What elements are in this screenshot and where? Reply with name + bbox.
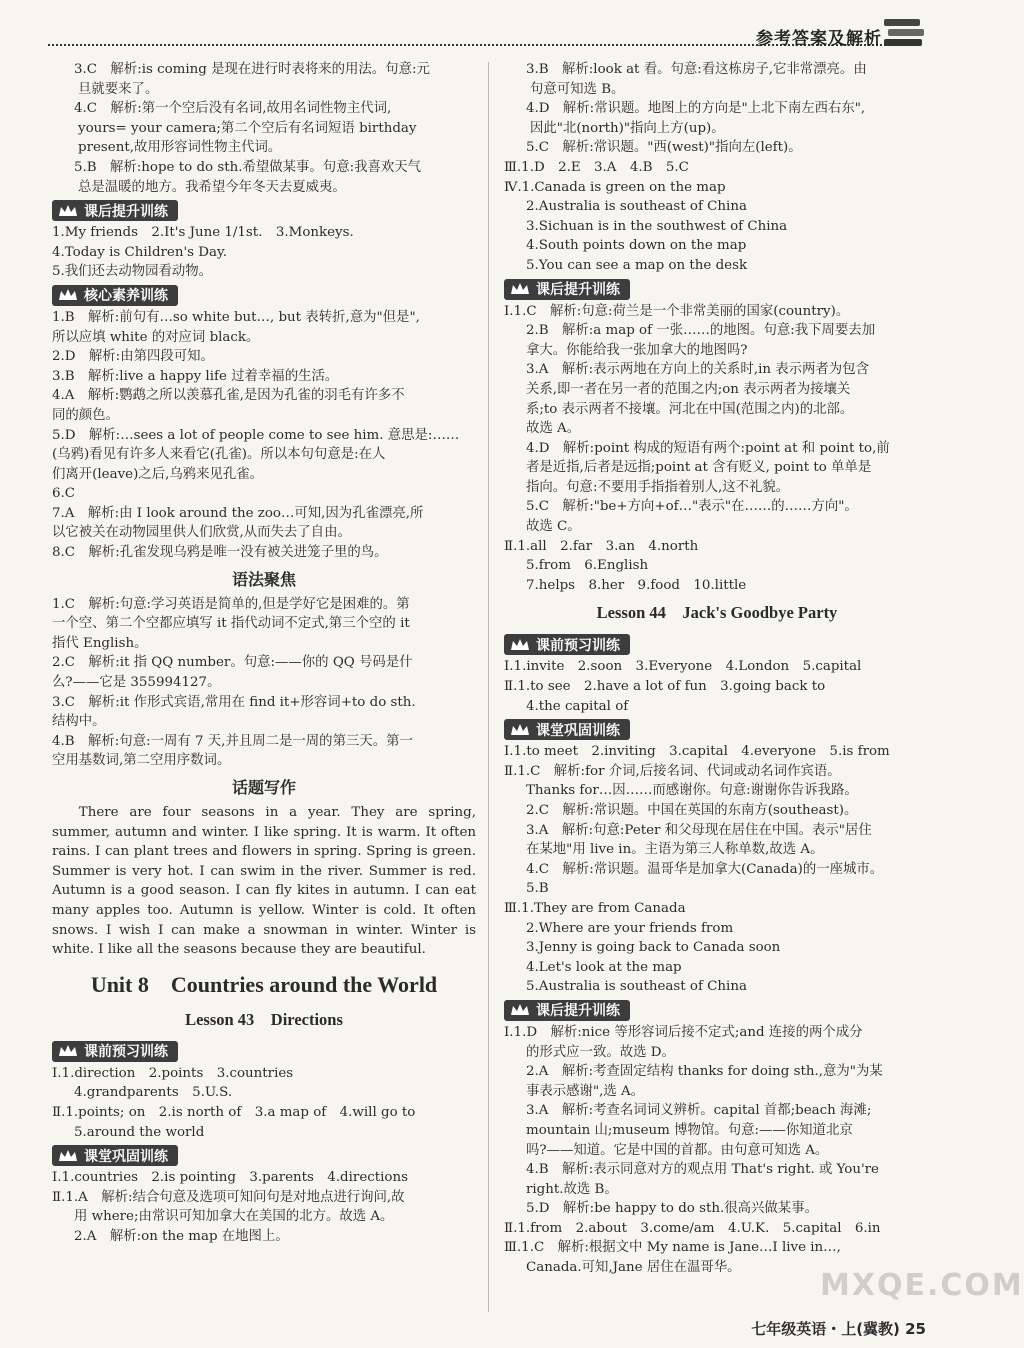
section-banner [52, 285, 178, 306]
left-answers-2 [52, 223, 476, 282]
right-answers-2 [504, 302, 930, 596]
answer-line: mountain 山;museum 博物馆。句意:——你知道北京 [526, 1122, 853, 1138]
answer-line: right.故选 B。 [526, 1181, 618, 1197]
answer-line: 句意可知选 B。 [530, 81, 625, 97]
answer-line: Ⅰ.1.direction 2.points 3.countries [52, 1065, 294, 1081]
answer-line: 5.C 解析:"be+方向+of…"表示"在……的……方向"。 [526, 499, 858, 515]
answer-line: 2.A 解析:on the map 在地图上。 [74, 1228, 289, 1244]
answer-line: 2.A 解析:考查固定结构 thanks for doing sth.,意为"为某 [526, 1064, 883, 1080]
section-banner [504, 634, 630, 655]
answer-line: 4.South points down on the map [526, 238, 747, 254]
left-answers-3 [52, 308, 476, 563]
answer-line: 3.B 解析:look at 看。句意:看这栋房子,它非常漂亮。由 [526, 62, 867, 77]
answer-line: Ⅱ.1.C 解析:for 介词,后接名词、代词或动名词作宾语。 [504, 763, 841, 779]
answer-line: 7.helps 8.her 9.food 10.little [526, 577, 747, 593]
answer-line: 一个空、第二个空都应填写 it 指代动词不定式,第三个空的 it [52, 616, 410, 632]
answer-line: 4.Today is Children's Day. [52, 244, 228, 260]
section-banner [52, 1041, 178, 1062]
answer-line: 吗?——知道。它是中国的首都。由句意可知选 A。 [526, 1142, 829, 1158]
answer-line: 8.C 解析:孔雀发现乌鸦是唯一没有被关进笼子里的鸟。 [52, 545, 388, 561]
answer-line: Ⅱ.1.from 2.about 3.come/am 4.U.K. 5.capital 6.in [504, 1220, 881, 1236]
watermark: MXQE.COM [820, 1268, 1024, 1303]
answer-line: Ⅰ.1.to meet 2.inviting 3.capital 4.everyone 5.is from [504, 744, 890, 760]
answer-line: 3.Jenny is going back to Canada soon [526, 940, 781, 956]
answer-line: 5.You can see a map on the desk [526, 257, 748, 273]
answer-line: 7.A 解析:由 I look around the zoo…可知,因为孔雀漂亮,所 [52, 505, 424, 521]
books-icon [882, 16, 926, 50]
answer-line: Ⅰ.1.invite 2.soon 3.Everyone 4.London 5.capital [504, 659, 862, 675]
section-title-writing: 话题写作 [231, 778, 296, 797]
answer-line: 3.C 解析:it 作形式宾语,常用在 find it+形容词+to do sth. [52, 694, 416, 710]
right-answers-1 [504, 60, 930, 276]
answer-line: present,故用形容词性物主代词。 [78, 140, 282, 156]
answer-line: 2.Where are your friends from [526, 920, 734, 936]
answer-line: 4.Let's look at the map [526, 959, 682, 975]
answer-line: 5.B [526, 881, 549, 897]
crown-icon [58, 1149, 78, 1163]
lesson-title: Lesson 44 Jack's Goodbye Party [596, 603, 838, 623]
section-banner [52, 200, 178, 221]
answer-line: Thanks for…因……而感谢你。句意:谢谢你告诉我路。 [526, 783, 858, 799]
answer-line: Ⅲ.1.They are from Canada [504, 900, 686, 916]
answer-line: 4.grandparents 5.U.S. [74, 1085, 233, 1101]
crown-icon [510, 638, 530, 652]
section-banner [52, 1145, 178, 1166]
answer-line: 们离开(leave)之后,乌鸦来见孔雀。 [52, 466, 264, 482]
answer-line: 总是温暖的地方。我希望今年冬天去夏威夷。 [78, 179, 346, 195]
answer-line: 4.the capital of [526, 698, 629, 714]
answer-line: 同的颜色。 [52, 407, 119, 423]
crown-icon [510, 282, 530, 296]
header-title: 参考答案及解析 [756, 29, 882, 49]
answer-line: Ⅱ.1.points; on 2.is north of 3.a map of 4.will go to [52, 1104, 416, 1120]
answer-line: 4.B 解析:句意:一周有 7 天,并且周二是一周的第三天。第一 [52, 733, 413, 749]
answer-line: 的形式应一致。故选 D。 [526, 1044, 675, 1060]
answer-line: 2.C 解析:it 指 QQ number。句意:——你的 QQ 号码是什 [52, 655, 413, 671]
answer-line: 空用基数词,第二空用序数词。 [52, 753, 231, 769]
answer-line: 3.C 解析:is coming 是现在进行时表将来的用法。句意:元 [74, 62, 430, 77]
answer-line: (乌鸦)看见有许多人来看它(孔雀)。所以本句句意是:在人 [52, 447, 386, 463]
answer-line: 指向。句意:不要用手指指着别人,这不礼貌。 [526, 479, 790, 495]
answer-line: 么?——它是 355994127。 [52, 675, 221, 691]
answer-line: 4.D 解析:point 构成的短语有两个:point at 和 point to,前 [526, 440, 890, 456]
answer-line: Ⅱ.1.all 2.far 3.an 4.north [504, 538, 699, 554]
section-banner-label: 核心素养训练 [84, 288, 168, 305]
answer-line: 3.A 解析:句意:Peter 和父母现在居住在中国。表示"居住 [526, 822, 872, 838]
lesson-title: Lesson 43 Directions [185, 1009, 343, 1029]
answer-line: Canada.可知,Jane 居住在温哥华。 [526, 1260, 741, 1276]
answer-line: 5.D 解析:be happy to do sth.很高兴做某事。 [526, 1201, 818, 1217]
answer-line: Ⅲ.1.D 2.E 3.A 4.B 5.C [504, 159, 689, 175]
answer-line: Ⅲ.1.C 解析:根据文中 My name is Jane…I live in…, [504, 1240, 841, 1256]
answer-line: 3.A 解析:考查名词词义辨析。capital 首都;beach 海滩; [526, 1103, 872, 1119]
answer-line: 5.C 解析:常识题。"西(west)"指向左(left)。 [526, 140, 802, 156]
answer-line: Ⅰ.1.C 解析:句意:荷兰是一个非常美丽的国家(country)。 [504, 303, 850, 319]
answer-line: 2.B 解析:a map of 一张……的地图。句意:我下周要去加 [526, 323, 876, 339]
left-answers-4 [52, 595, 476, 771]
answer-line: Ⅰ.1.countries 2.is pointing 3.parents 4.directions [52, 1170, 408, 1186]
right-answers-5 [504, 1023, 930, 1278]
answer-line: 6.C [52, 486, 76, 502]
answer-line: 以它被关在动物园里供人们欣赏,从而失去了自由。 [52, 525, 351, 541]
answer-line: 结构中。 [52, 714, 106, 730]
answer-line: 3.Sichuan is in the southwest of China [526, 218, 788, 234]
answer-line: 所以应填 white 的对应词 black。 [52, 329, 260, 345]
answer-line: 5.B 解析:hope to do sth.希望做某事。句意:我喜欢天气 [74, 159, 422, 175]
answer-line: 1.My friends 2.It's June 1/1st. 3.Monkeys. [52, 225, 354, 241]
section-banner-label: 课后提升训练 [536, 1003, 620, 1020]
answer-line: 5.我们还去动物园看动物。 [52, 264, 213, 280]
answer-line: 故选 C。 [526, 519, 581, 535]
unit-title: Unit 8 Countries around the World [90, 971, 438, 997]
left-answers-5 [52, 1064, 476, 1142]
essay-paragraph: There are four seasons in a year. They are spring, summer, autumn and winter. I like spring. It is warm. It often rains. I can plant trees and flowers in spring. Spring is green. Summer is very hot. I can swim in the river. Summer is red. Autumn is a good season. I can fly kites in autumn. I can eat many apples too. Autumn is yellow. Winter is cold. It often snows. I wish I can make a snowman in winter. Winter is white. I like all the seasons because they are beautiful. [52, 805, 476, 958]
section-banner-label: 课堂巩固训练 [84, 1148, 168, 1165]
answer-line: 因此"北(north)"指向上方(up)。 [530, 120, 725, 136]
page-footer: 七年级英语・上(冀教) 25 [751, 1320, 926, 1338]
section-title-grammar: 语法聚焦 [231, 569, 296, 589]
answer-line: 4.B 解析:表示同意对方的观点用 That's right. 或 You're [526, 1162, 879, 1178]
section-banner-label: 课后提升训练 [84, 203, 168, 220]
left-answers-1 [52, 60, 476, 197]
column-divider [488, 62, 489, 1312]
right-answers-4 [504, 742, 930, 997]
answer-line: 4.C 解析:第一个空后没有名词,故用名词性物主代词, [74, 101, 392, 117]
answer-line: 关系,即一者在另一者的范围之内;on 表示两者为接壤关 [526, 381, 851, 397]
answer-line: 2.D 解析:由第四段可知。 [52, 349, 214, 365]
answer-line: 1.B 解析:前句有…so white but…, but 表转折,意为"但是", [52, 309, 420, 325]
answer-line: 旦就要来了。 [78, 81, 159, 97]
answer-line: 指代 English。 [52, 635, 148, 651]
answer-line: 者是近指,后者是远指;point at 含有贬义, point to 单单是 [526, 460, 872, 476]
section-banner-label: 课后提升训练 [536, 282, 620, 299]
section-banner-label: 课前预习训练 [536, 637, 620, 654]
answer-line: 在某地"用 live in。主语为第三人称单数,故选 A。 [526, 842, 824, 858]
answer-line: 3.A 解析:表示两地在方向上的关系时,in 表示两者为包含 [526, 362, 869, 378]
answer-line: 2.Australia is southeast of China [526, 199, 747, 215]
answer-line: Ⅱ.1.to see 2.have a lot of fun 3.going back to [504, 679, 826, 695]
section-banner [504, 719, 630, 740]
answer-line: 4.C 解析:常识题。温哥华是加拿大(Canada)的一座城市。 [526, 861, 884, 877]
section-banner-label: 课堂巩固训练 [536, 722, 620, 739]
answer-line: Ⅳ.1.Canada is green on the map [504, 179, 726, 195]
left-column [52, 60, 476, 1247]
right-answers-3 [504, 657, 930, 716]
answer-line: yours= your camera;第二个空后有名词短语 birthday [78, 120, 417, 136]
section-banner [504, 1000, 630, 1021]
answer-line: 事表示感谢",选 A。 [526, 1083, 645, 1099]
answer-line: Ⅱ.1.A 解析:结合句意及选项可知问句是对地点进行询问,故 [52, 1189, 405, 1205]
crown-icon [58, 204, 78, 218]
crown-icon [58, 1044, 78, 1058]
answer-line: 5.Australia is southeast of China [526, 979, 747, 995]
answer-line: 5.from 6.English [526, 558, 649, 574]
right-column [504, 60, 930, 1278]
answer-line: 3.B 解析:live a happy life 过着幸福的生活。 [52, 368, 339, 384]
answer-line: 1.C 解析:句意:学习英语是简单的,但是学好它是困难的。第 [52, 596, 410, 612]
answer-line: Ⅰ.1.D 解析:nice 等形容词后接不定式;and 连接的两个成分 [504, 1024, 863, 1040]
answer-line: 4.D 解析:常识题。地图上的方向是"上北下南左西右东", [526, 101, 866, 117]
answer-line: 用 where;由常识可知加拿大在美国的北方。故选 A。 [74, 1209, 394, 1225]
answer-line: 拿大。你能给我一张加拿大的地图吗? [526, 342, 748, 358]
crown-icon [58, 288, 78, 302]
answer-line: 系;to 表示两者不接壤。河北在中国(范围之内)的北部。 [526, 401, 854, 417]
answer-line: 5.around the world [74, 1124, 205, 1140]
answer-line: 5.D 解析:…sees a lot of people come to see him. 意思是:…… [52, 427, 460, 443]
section-banner [504, 279, 630, 300]
answer-line: 2.C 解析:常识题。中国在英国的东南方(southeast)。 [526, 803, 858, 818]
answer-line: 故选 A。 [526, 421, 581, 437]
left-answers-6 [52, 1168, 476, 1246]
crown-icon [510, 723, 530, 737]
section-banner-label: 课前预习训练 [84, 1044, 168, 1061]
answer-line: 4.A 解析:鹦鹉之所以羡慕孔雀,是因为孔雀的羽毛有许多不 [52, 388, 405, 404]
crown-icon [510, 1003, 530, 1017]
